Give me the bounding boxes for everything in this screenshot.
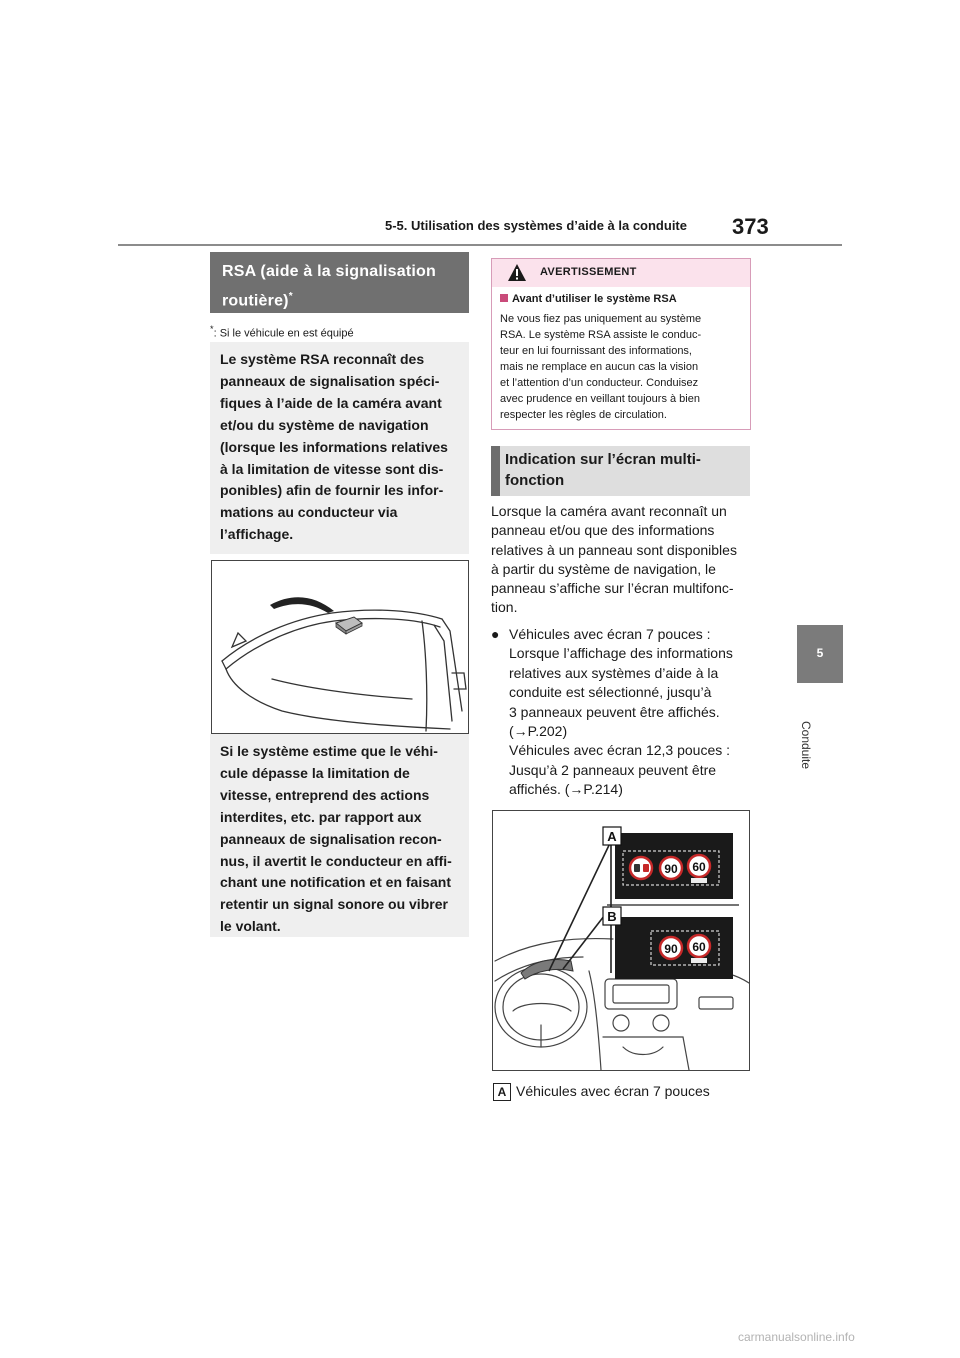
rsa-heading-line2: routière) (222, 292, 289, 310)
rsa-heading (210, 252, 469, 313)
warning-title: AVERTISSEMENT (540, 266, 637, 278)
footnote-text: : Si le véhicule en est équipé (213, 327, 354, 340)
warning-line: teur en lui fournissant des informations, (500, 345, 692, 357)
legend-a-text: Véhicules avec écran 7 pouces (516, 1083, 710, 1099)
bullet-line: relatives aux systèmes d’aide à la (509, 664, 719, 681)
intro-line: l’affichage. (220, 526, 294, 543)
bullet-line: Véhicules avec écran 7 pouces : (509, 626, 711, 642)
overspeed-text (220, 741, 464, 938)
sign-b1-value: 90 (664, 942, 678, 956)
bullet-line: Véhicules avec écran 12,3 pouces : (509, 742, 731, 759)
page-number: 373 (732, 214, 769, 239)
indication-heading (491, 446, 750, 496)
indication-body (491, 502, 753, 618)
warning-subtitle-text: Avant d’utiliser le système RSA (512, 293, 677, 305)
heading-accent-bar (491, 446, 500, 496)
body-line: panneau s’affiche sur l’écran multifonc- (491, 580, 734, 597)
warning-line: respecter les règles de circulation. (500, 409, 667, 421)
overspeed-line: retentir un signal sonore ou vibrer (220, 896, 448, 913)
warning-header (492, 259, 750, 287)
page-reference-link[interactable]: (→P.202) (509, 723, 568, 740)
bullet-line: conduite est sélectionné, jusqu’à (509, 684, 712, 701)
rsa-heading-mark: * (288, 291, 293, 302)
overspeed-line: panneaux de signalisation recon- (220, 830, 442, 847)
label-a: A (607, 829, 617, 844)
intro-line: et/ou du système de navigation (220, 416, 429, 433)
sign-a2-value: 60 (692, 860, 706, 874)
intro-line: à la limitation de vitesse sont dis- (220, 460, 444, 477)
bullet-line: Jusqu’à 2 panneaux peuvent être (509, 761, 717, 778)
label-b: B (607, 909, 617, 924)
bullet-dot-icon: ● (491, 626, 500, 642)
dashboard-display-figure (492, 810, 750, 1071)
footnote (210, 324, 354, 340)
windshield-illustration (212, 561, 468, 733)
overspeed-line: Si le système estime que le véhi- (220, 743, 438, 759)
intro-line: (lorsque les informations relatives (220, 438, 448, 455)
intro-line: ponibles) afin de fournir les infor- (220, 482, 444, 499)
bullet-line: Lorsque l’affichage des informations (509, 645, 733, 662)
intro-line: panneaux de signalisation spéci- (220, 372, 440, 389)
intro-line: Le système RSA reconnaît des (220, 351, 425, 367)
indication-heading-text (505, 449, 741, 491)
sign-b2-value: 60 (692, 940, 706, 954)
chapter-tab-label: Conduite (799, 720, 813, 770)
warning-text (500, 311, 744, 423)
overspeed-info-box (210, 734, 469, 937)
indication-heading-line: Indication sur l’écran multi- (505, 451, 701, 468)
header-divider (118, 244, 842, 246)
warning-triangle-icon (507, 263, 527, 282)
footnote-mark: * (210, 324, 214, 334)
dashboard-illustration (493, 811, 749, 1070)
warning-line: et l’attention d’un conducteur. Conduisez (500, 377, 699, 389)
bullet-line: 3 panneaux peuvent être affichés. (509, 703, 720, 720)
intro-text (220, 349, 464, 546)
section-title: 5-5. Utilisation des systèmes d’aide à la conduite (385, 218, 687, 233)
intro-box (210, 342, 469, 554)
overspeed-line: chant une notification et en faisant (220, 874, 452, 891)
warning-line: avec prudence en veillant toujours à bien (500, 393, 700, 405)
intro-line: fiques à l’aide de la caméra avant (220, 394, 442, 411)
body-line: tion. (491, 599, 518, 616)
rsa-heading-line1: RSA (aide à la signalisation (222, 263, 436, 280)
body-line: relatives à un panneau sont disponibles (491, 541, 737, 558)
bullet-text (509, 625, 753, 800)
sign-a1-value: 90 (664, 862, 678, 876)
watermark: carmanualsonline.info (738, 1330, 855, 1344)
overspeed-line: cule dépasse la limitation de (220, 764, 410, 781)
warning-line: mais ne remplace en aucun cas la vision (500, 361, 699, 373)
warning-box (491, 258, 751, 430)
body-line: à partir du système de navigation, le (491, 560, 716, 577)
windshield-camera-figure (211, 560, 469, 734)
overspeed-line: interdites, etc. par rapport aux (220, 808, 422, 825)
body-line: panneau et/ou que des informations (491, 522, 715, 539)
square-bullet-icon (500, 294, 508, 302)
intro-line: mations au conducteur via (220, 504, 398, 521)
chapter-tab-number: 5 (816, 646, 824, 660)
legend-a-label: A (493, 1083, 511, 1101)
warning-subtitle (500, 293, 677, 305)
indication-heading-line: fonction (505, 472, 565, 489)
body-line: Lorsque la caméra avant reconnaît un (491, 503, 727, 519)
page-reference-link[interactable]: affichés. (→P.214) (509, 781, 623, 798)
overspeed-line: nus, il avertit le conducteur en affi- (220, 852, 452, 869)
overspeed-line: le volant. (220, 918, 281, 935)
warning-line: RSA. Le système RSA assiste le conduc- (500, 329, 702, 341)
pointer-arrow-icon (270, 597, 334, 613)
overspeed-line: vitesse, entreprend des actions (220, 786, 430, 803)
warning-line: Ne vous fiez pas uniquement au système (500, 313, 702, 325)
camera-icon (336, 617, 362, 634)
